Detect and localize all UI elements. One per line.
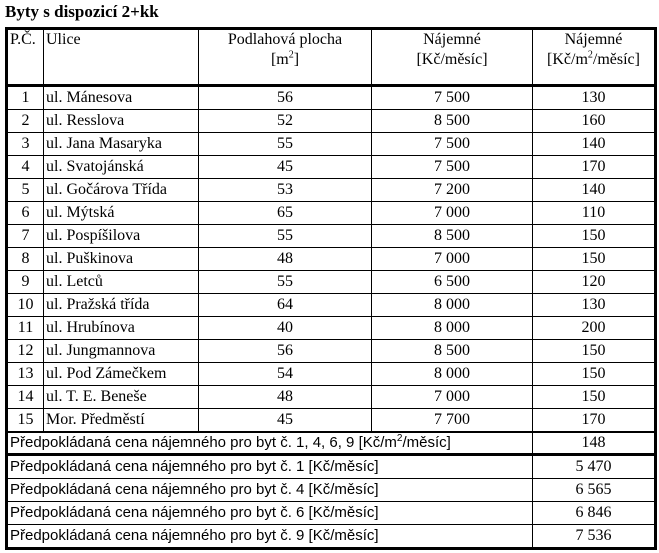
cell-najemne: 7 500 bbox=[372, 86, 533, 110]
prediction-value: 6 846 bbox=[533, 502, 656, 525]
cell-najemne-m2: 110 bbox=[533, 202, 656, 225]
prediction-value: 7 536 bbox=[533, 525, 656, 549]
cell-pc: 4 bbox=[7, 156, 44, 179]
cell-pc: 10 bbox=[7, 294, 44, 317]
cell-najemne: 7 500 bbox=[372, 133, 533, 156]
prediction-row bbox=[7, 479, 656, 502]
cell-ulice: ul. Jungmannova bbox=[44, 340, 199, 363]
table-row bbox=[7, 86, 656, 110]
table-row bbox=[7, 110, 656, 133]
cell-najemne-m2: 150 bbox=[533, 386, 656, 409]
cell-plocha: 55 bbox=[199, 133, 372, 156]
cell-pc: 2 bbox=[7, 110, 44, 133]
cell-plocha: 55 bbox=[199, 225, 372, 248]
cell-pc: 1 bbox=[7, 86, 44, 110]
prediction-label: Předpokládaná cena nájemného pro byt č. 4 [Kč/měsíc] bbox=[7, 479, 533, 502]
cell-najemne-m2: 170 bbox=[533, 409, 656, 433]
cell-plocha: 54 bbox=[199, 363, 372, 386]
header-najemne-m2-label: Nájemné bbox=[564, 31, 623, 48]
prediction-row bbox=[7, 455, 656, 479]
cell-pc: 9 bbox=[7, 271, 44, 294]
cell-pc: 13 bbox=[7, 363, 44, 386]
cell-ulice: ul. Jana Masaryka bbox=[44, 133, 199, 156]
cell-pc: 3 bbox=[7, 133, 44, 156]
header-najemne-m2-unit: $[Kč/m^2/měsíc]$ bbox=[547, 49, 640, 68]
cell-najemne-m2: 130 bbox=[533, 86, 656, 110]
cell-plocha: 48 bbox=[199, 248, 372, 271]
header-row bbox=[7, 29, 656, 86]
cell-plocha: 48 bbox=[199, 386, 372, 409]
table-row bbox=[7, 179, 656, 202]
cell-najemne: 6 500 bbox=[372, 271, 533, 294]
header-najemne-m2 bbox=[533, 29, 656, 86]
header-najemne-label: Nájemné bbox=[423, 31, 481, 48]
cell-plocha: 64 bbox=[199, 294, 372, 317]
cell-ulice: ul. Puškinova bbox=[44, 248, 199, 271]
cell-ulice: ul. Mýtská bbox=[44, 202, 199, 225]
cell-najemne: 7 700 bbox=[372, 409, 533, 433]
cell-plocha: 65 bbox=[199, 202, 372, 225]
table-row bbox=[7, 202, 656, 225]
average-row bbox=[7, 432, 656, 455]
cell-plocha: 56 bbox=[199, 86, 372, 110]
cell-najemne-m2: 150 bbox=[533, 363, 656, 386]
header-plocha bbox=[199, 29, 372, 86]
table-row bbox=[7, 271, 656, 294]
header-plocha-label: Podlahová plocha bbox=[227, 31, 343, 48]
cell-najemne: 8 500 bbox=[372, 225, 533, 248]
cell-najemne-m2: 130 bbox=[533, 294, 656, 317]
cell-plocha: 40 bbox=[199, 317, 372, 340]
cell-plocha: 55 bbox=[199, 271, 372, 294]
prediction-value: 5 470 bbox=[533, 455, 656, 479]
cell-najemne-m2: 140 bbox=[533, 179, 656, 202]
cell-najemne-m2: 160 bbox=[533, 110, 656, 133]
header-najemne-unit: [Kč/měsíc] bbox=[416, 51, 488, 68]
header-ulice: Ulice bbox=[44, 29, 199, 86]
cell-pc: 6 bbox=[7, 202, 44, 225]
prediction-label: Předpokládaná cena nájemného pro byt č. 6 [Kč/měsíc] bbox=[7, 502, 533, 525]
cell-najemne-m2: 200 bbox=[533, 317, 656, 340]
cell-ulice: Mor. Předměstí bbox=[44, 409, 199, 433]
table-row bbox=[7, 409, 656, 433]
cell-plocha: 56 bbox=[199, 340, 372, 363]
cell-ulice: ul. Mánesova bbox=[44, 86, 199, 110]
prediction-label: Předpokládaná cena nájemného pro byt č. 9 [Kč/měsíc] bbox=[7, 525, 533, 549]
prediction-row bbox=[7, 502, 656, 525]
cell-pc: 12 bbox=[7, 340, 44, 363]
cell-ulice: ul. Pražská třída bbox=[44, 294, 199, 317]
cell-pc: 5 bbox=[7, 179, 44, 202]
header-pc: P.Č. bbox=[7, 29, 44, 86]
cell-ulice: ul. Pospíšilova bbox=[44, 225, 199, 248]
cell-najemne-m2: 150 bbox=[533, 225, 656, 248]
rent-table bbox=[5, 27, 657, 550]
cell-pc: 15 bbox=[7, 409, 44, 433]
average-label: Předpokládaná cena nájemného pro byt č. 1, 4, 6, 9 $[Kč/m^2/měsíc]$ bbox=[7, 432, 533, 455]
table-row bbox=[7, 133, 656, 156]
table-row bbox=[7, 317, 656, 340]
cell-ulice: ul. Pod Zámečkem bbox=[44, 363, 199, 386]
cell-ulice: ul. Svatojánská bbox=[44, 156, 199, 179]
cell-pc: 7 bbox=[7, 225, 44, 248]
cell-plocha: 45 bbox=[199, 409, 372, 433]
prediction-value: 6 565 bbox=[533, 479, 656, 502]
table-row bbox=[7, 363, 656, 386]
cell-najemne: 8 000 bbox=[372, 317, 533, 340]
table-row bbox=[7, 156, 656, 179]
cell-najemne: 7 000 bbox=[372, 248, 533, 271]
prediction-row bbox=[7, 525, 656, 549]
cell-najemne-m2: 120 bbox=[533, 271, 656, 294]
cell-najemne: 8 500 bbox=[372, 110, 533, 133]
prediction-label: Předpokládaná cena nájemného pro byt č. 1 [Kč/měsíc] bbox=[7, 455, 533, 479]
table-row bbox=[7, 340, 656, 363]
cell-ulice: ul. Resslova bbox=[44, 110, 199, 133]
cell-najemne: 8 000 bbox=[372, 363, 533, 386]
cell-najemne: 7 000 bbox=[372, 386, 533, 409]
cell-najemne-m2: 150 bbox=[533, 248, 656, 271]
header-plocha-unit: $[m^2]$ bbox=[270, 49, 300, 68]
header-najemne bbox=[372, 29, 533, 86]
cell-najemne-m2: 170 bbox=[533, 156, 656, 179]
cell-pc: 8 bbox=[7, 248, 44, 271]
cell-pc: 14 bbox=[7, 386, 44, 409]
cell-plocha: 53 bbox=[199, 179, 372, 202]
cell-najemne-m2: 150 bbox=[533, 340, 656, 363]
table-title: Byty s dispozicí 2+kk bbox=[5, 2, 159, 21]
cell-najemne: 7 500 bbox=[372, 156, 533, 179]
cell-plocha: 45 bbox=[199, 156, 372, 179]
table-row bbox=[7, 386, 656, 409]
cell-najemne: 7 200 bbox=[372, 179, 533, 202]
cell-najemne: 8 000 bbox=[372, 294, 533, 317]
cell-ulice: ul. T. E. Beneše bbox=[44, 386, 199, 409]
table-row bbox=[7, 294, 656, 317]
cell-ulice: ul. Gočárova Třída bbox=[44, 179, 199, 202]
cell-ulice: ul. Letců bbox=[44, 271, 199, 294]
table-row bbox=[7, 225, 656, 248]
cell-najemne-m2: 140 bbox=[533, 133, 656, 156]
cell-plocha: 52 bbox=[199, 110, 372, 133]
cell-najemne: 8 500 bbox=[372, 340, 533, 363]
table-row bbox=[7, 248, 656, 271]
average-value: 148 bbox=[533, 432, 656, 455]
cell-najemne: 7 000 bbox=[372, 202, 533, 225]
cell-pc: 11 bbox=[7, 317, 44, 340]
cell-ulice: ul. Hrubínova bbox=[44, 317, 199, 340]
